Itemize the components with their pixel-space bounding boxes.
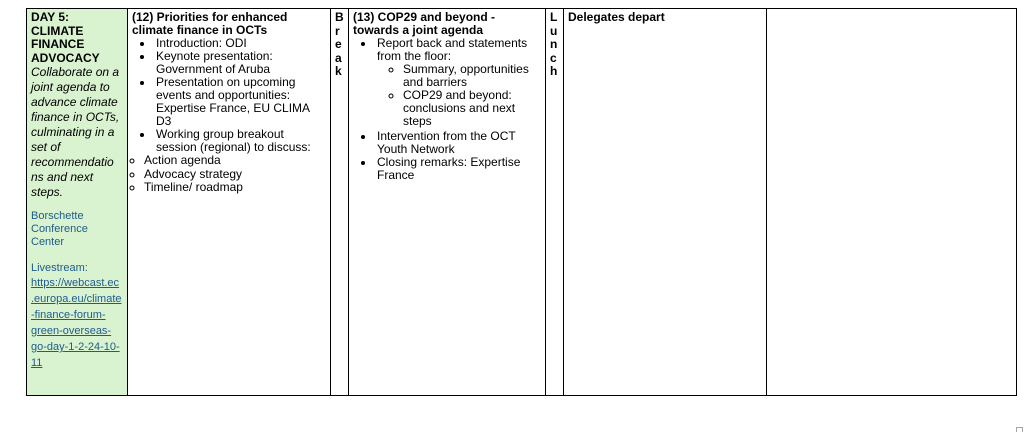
sub-list-item: ◦ COP29 and beyond: conclusions and next steps [403,89,541,128]
lunch-letter: c [550,50,557,65]
livestream-label: Livestream: [31,262,88,274]
delegates-depart-label: Delegates depart [568,10,665,24]
list-item: • Working group breakout session (regional) to discuss: [154,128,326,154]
session-12-list [132,37,326,154]
sub-list-item: ◦ Summary, opportunities and barriers [403,63,541,89]
sub-list-item: ◦ Timeline/ roadmap [144,181,326,195]
break-letter: a [335,50,342,65]
session-13-title: (13) COP29 and beyond - towards a joint agenda [353,10,496,37]
list-item: • Intervention from the OCT Youth Network [375,130,541,156]
list-item: • Keynote presentation: Government of Aruba [154,50,326,76]
break-letter: k [335,64,342,78]
break-letter: e [335,37,342,51]
list-item [375,37,541,128]
list-item: • Closing remarks: Expertise France [375,156,541,182]
list-item: • Presentation on upcoming events and opportunities: Expertise France, EU CLIMA D3 [154,76,326,128]
session-12-title: (12) Priorities for enhanced climate finance in OCTs [132,10,288,37]
session-12-cell [128,9,331,396]
list-item: • Introduction: ODI [154,37,326,50]
lunch-letter: L [550,10,558,24]
depart-cell [564,9,767,396]
sub-list-item: ◦ Advocacy strategy [144,168,326,182]
session-13-list [353,37,541,128]
session-13-sublist [377,63,541,128]
venue-label: Borschette Conference Center [31,210,88,248]
list-item-text: Report back and statements from the floor: [377,36,528,63]
lunch-cell [546,9,564,396]
break-letter: r [335,23,340,38]
break-letter: B [335,10,344,24]
session-13-list-more [353,130,541,182]
table-row [27,9,1017,396]
day-description: Collaborate on a joint agenda to advance climate finance in OCTs, culminating in a set of recommendatio ns and next steps. [31,65,120,199]
lunch-letter: u [550,23,558,38]
agenda-table [26,8,1017,396]
break-cell [331,9,349,396]
session-12-sublist [118,154,326,195]
lunch-letter: n [550,37,558,51]
empty-cell [767,9,1017,396]
sub-list-item: ◦ Action agenda [144,154,326,168]
session-13-cell [349,9,546,396]
livestream-link[interactable]: https://webcast.ec .europa.eu/climate -finance-forum- green-overseas- go-day-1-2-24-10- 11 [31,277,122,369]
day-title: DAY 5: CLIMATE FINANCE ADVOCACY [31,10,100,65]
day-cell [27,9,128,396]
table-resize-handle[interactable] [1016,427,1023,432]
lunch-letter: h [550,64,558,78]
